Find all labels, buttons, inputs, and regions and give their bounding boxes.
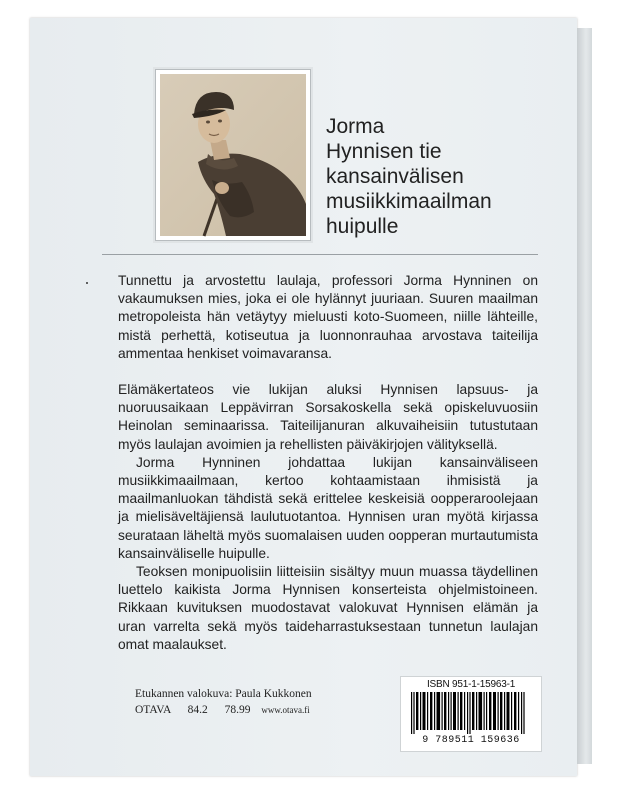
publisher-website: www.otava.fi — [261, 705, 310, 715]
blurb-paragraph-childhood: Elämäkertateos vie lukijan aluksi Hynnisen lapsuus- ja nuoruusaikaan Leppävirran Sorsakoskella sekä opiskeluvuosiin Heinolan seminaarissa. Taiteilijanuran alkuvaiheisiin tutustutaan myös laulajan avoimien ja rehellisten päiväkirjojen välityksellä. — [118, 382, 538, 452]
headline-line: huipulle — [326, 215, 399, 238]
paragraph-gap — [118, 363, 538, 381]
barcode-digits: 9 789511 159636 — [422, 735, 520, 746]
author-photo-image — [156, 70, 310, 240]
blurb-paragraph-career: Jorma Hynninen johdattaa lukijan kansainväliseen musiikkimaailmaan, kertoo kohtaamistaan ihmisistä ja maailmanluokan tähdistä sekä erittelee keskeisiä oopperaroolejaan ja mielisäveltäjiensä laulutuotantoa. Hynnisen uran myötä kirjassa seurataan läheltä myös suomalaisen uuden oopperan murtautumista kansainväliselle huipulle. — [118, 454, 538, 561]
publisher-line — [135, 702, 312, 718]
barcode-bars-icon — [407, 692, 535, 734]
isbn-barcode — [400, 676, 542, 752]
headline-line: Jorma — [326, 115, 385, 138]
headline-line: Hynnisen tie — [326, 140, 442, 163]
photo-credit: Etukannen valokuva: Paula Kukkonen — [135, 688, 312, 700]
publisher-credits — [135, 686, 312, 718]
book-spine-edge — [577, 28, 592, 764]
print-speck — [86, 282, 88, 284]
headline-line: kansainvälisen — [326, 165, 464, 188]
blurb-paragraph-intro: Tunnettu ja arvostettu laulaja, professori Jorma Hynninen on vakaumuksen mies, joka ei ole hylännyt juuriaan. Suuren maailman metropoleista hän vetäytyy mieluusti koto-Suomeen, niille lähteille, mistä perhettä, kotiseutua ja luonnonrauhaa arvostava taiteilija ammentaa henkiset voimavaransa. — [118, 273, 538, 361]
blurb-paragraph-appendix: Teoksen monipuolisiin liitteisiin sisältyy muun muassa täydellinen luettelo kaikista Jorma Hynnisen konserteista ohjelmistoineen. Rikkaan kuvituksen muodostavat valokuvat Hynnisen elämän ja uran varrelta sekä myös taideharrastuksestaan tunnetun laulajan omat maalaukset. — [118, 564, 538, 652]
isbn-label: ISBN 951-1-15963-1 — [426, 679, 516, 690]
blurb-text — [118, 272, 538, 654]
author-photo — [155, 69, 311, 241]
divider-line — [102, 254, 538, 255]
book-headline — [326, 114, 546, 239]
headline-line: musiikkimaailman — [326, 190, 492, 213]
class-code: 84.2 — [187, 704, 208, 716]
publisher-name: OTAVA — [135, 704, 171, 716]
price-code: 78.99 — [224, 704, 251, 716]
